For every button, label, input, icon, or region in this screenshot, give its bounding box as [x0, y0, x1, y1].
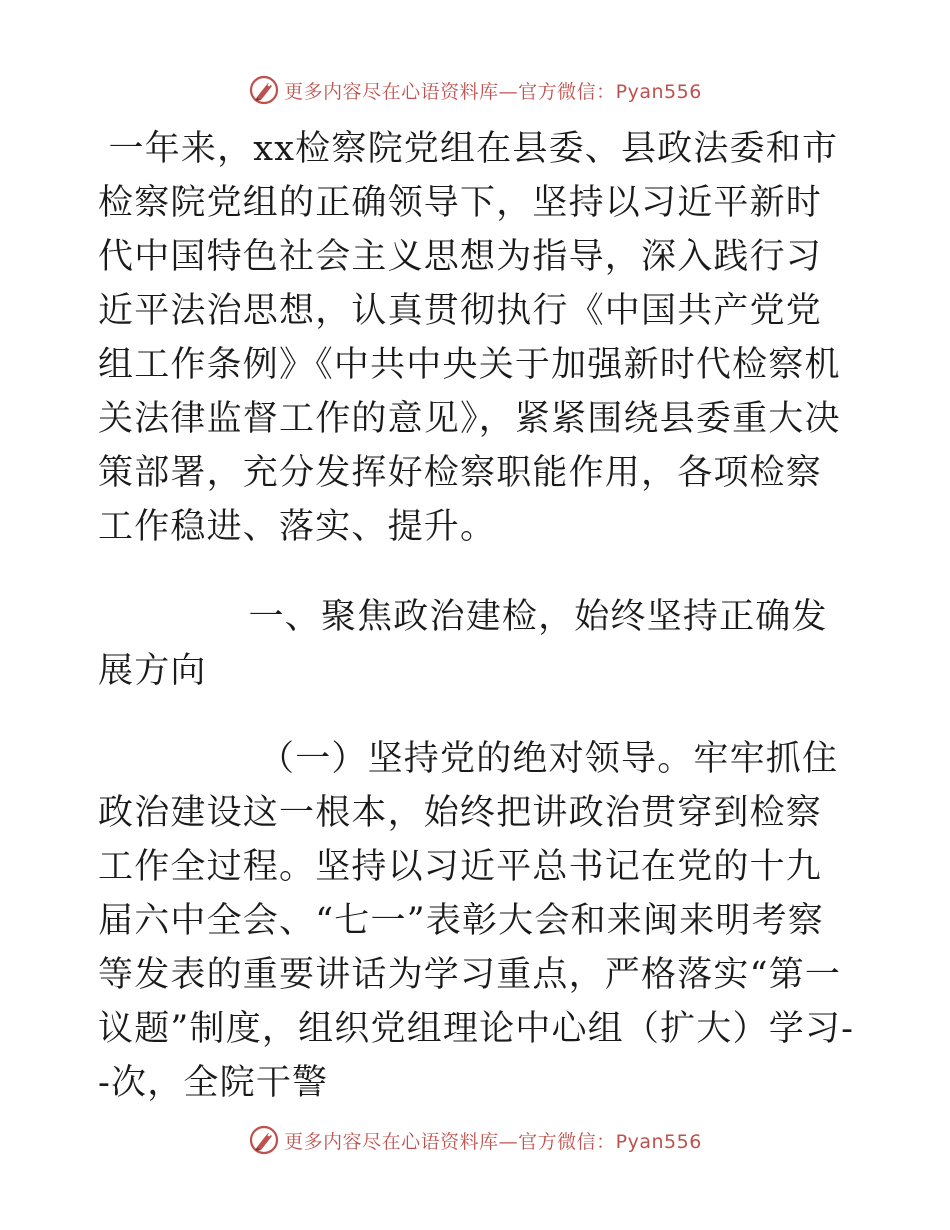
pen-nib-logo-icon — [248, 74, 280, 106]
section-heading: 一、聚焦政治建检，始终坚持正确发展方向 — [98, 597, 828, 691]
subsection-paragraph: （一）坚持党的绝对领导。牢牢抓住政治建设这一根本，始终把讲政治贯穿到检察工作全过程。坚持以习近平总书记在党的十九届六中全会、“七一”表彰大会和来闽来明考察等发表的重要讲话为学习重点，严格落实“第一议题”制度，组织党组理论中心组（扩大）学习--次，全院干警 — [98, 739, 855, 1103]
watermark-text: 更多内容尽在心语资料库—官方微信：Pyan556 — [284, 80, 702, 103]
footer-watermark-banner — [0, 1120, 950, 1160]
watermark-text: 更多内容尽在心语资料库—官方微信：Pyan556 — [284, 1130, 702, 1153]
pen-nib-logo-icon — [248, 1124, 280, 1156]
intro-paragraph: 一年来，xx检察院党组在县委、县政法委和市检察院党组的正确领导下，坚持以习近平新时代中国特色社会主义思想为指导，深入践行习近平法治思想，认真贯彻执行《中国共产党党组工作条例》《中共中央关于加强新时代检察机关法律监督工作的意见》，紧紧围绕县委重大决策部署，充分发挥好检察职能作用，各项检察工作稳进、落实、提升。 — [98, 129, 841, 547]
header-watermark-banner — [0, 70, 950, 110]
document-body — [98, 122, 858, 1110]
